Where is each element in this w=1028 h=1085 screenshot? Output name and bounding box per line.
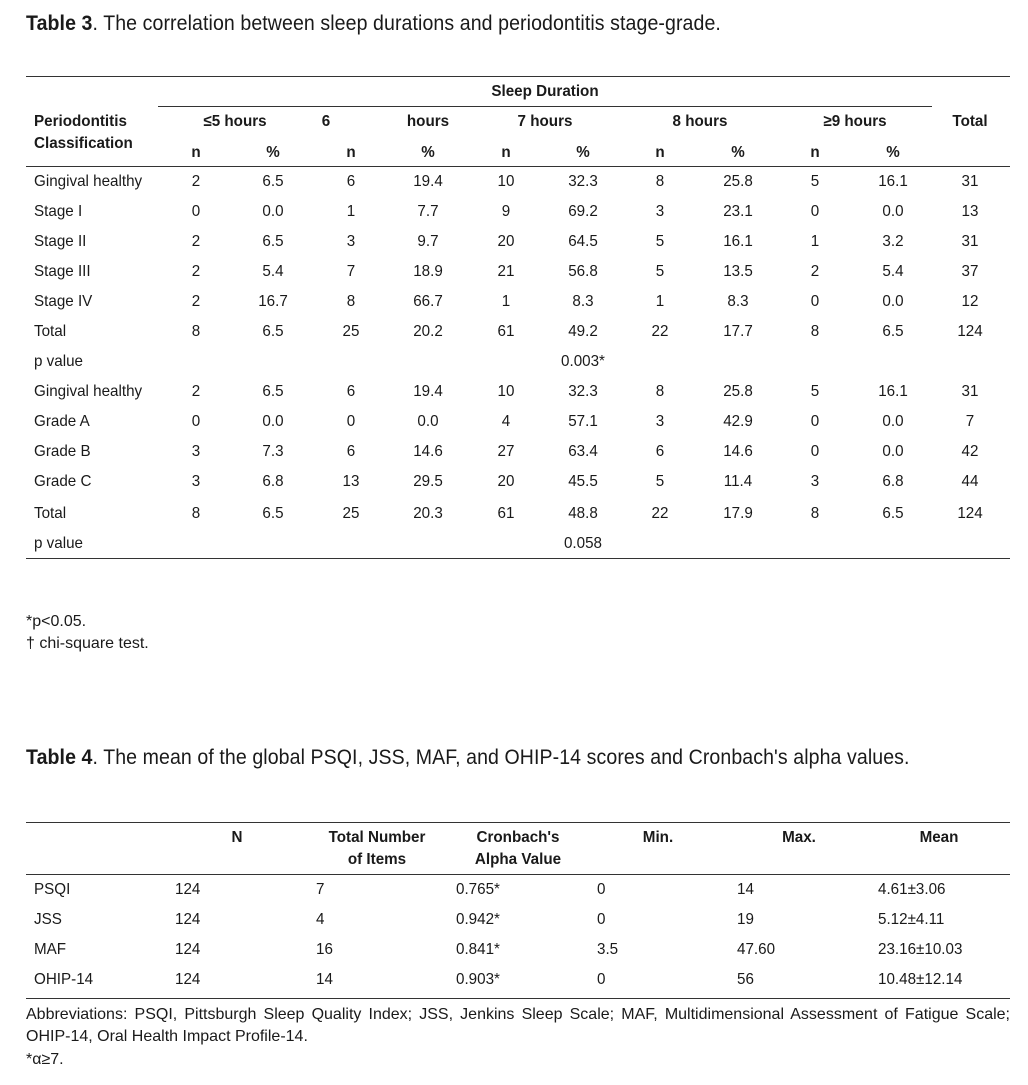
table4-cell-min: 0 bbox=[597, 971, 606, 988]
table3-subheader-n: n bbox=[810, 144, 820, 161]
table4-cell-alpha: 0.765* bbox=[456, 881, 500, 898]
table3-cell: 42.9 bbox=[723, 413, 753, 430]
table3-cell: 8 bbox=[810, 505, 820, 522]
table3-cell: 37 bbox=[961, 263, 979, 280]
table3-subheader-n: n bbox=[501, 144, 511, 161]
table4-cell-mean: 5.12±4.11 bbox=[878, 911, 945, 928]
table3-cell: 3 bbox=[655, 203, 665, 220]
table3-cell: 0.0 bbox=[882, 203, 904, 220]
table4-abbreviations: Abbreviations: PSQI, Pittsburgh Sleep Quality Index; JSS, Jenkins Sleep Scale; MAF, Multidimensional Assessment of Fatigue Scale; OHIP-14, Oral Health Impact Profile-14. bbox=[26, 1006, 1010, 1045]
table3-duration-9h: ≥9 hours bbox=[823, 113, 887, 130]
table3-pvalue: 0.003* bbox=[561, 353, 605, 370]
table3-cell: 2 bbox=[191, 233, 201, 250]
table4-cell-alpha: 0.841* bbox=[456, 941, 500, 958]
table3-cell: 8.3 bbox=[727, 293, 749, 310]
table3-duration-5h: ≤5 hours bbox=[203, 113, 267, 130]
table4-row-label: MAF bbox=[34, 941, 67, 958]
table3-group-header: Sleep Duration bbox=[491, 83, 599, 100]
table3-duration-8h: 8 hours bbox=[672, 113, 728, 130]
table3-cell: 6.5 bbox=[262, 323, 284, 340]
table3-cell: 17.9 bbox=[723, 505, 753, 522]
table3-cell: 8 bbox=[810, 323, 820, 340]
table3-cell: 2 bbox=[191, 173, 201, 190]
table3-cell: 0.0 bbox=[262, 413, 284, 430]
table3-cell: 31 bbox=[961, 383, 979, 400]
table4-header-max: Max. bbox=[782, 829, 816, 846]
table3-cell: 5 bbox=[655, 473, 665, 490]
table3-subheader-pct: % bbox=[731, 144, 745, 161]
table3-subheader-n: n bbox=[346, 144, 356, 161]
table3-rowlabel-header-2: Classification bbox=[34, 135, 133, 152]
table3-cell: 6.5 bbox=[882, 505, 904, 522]
table3-cell: 3 bbox=[655, 413, 665, 430]
table3-cell: 22 bbox=[651, 323, 669, 340]
table4-caption-text: . The mean of the global PSQI, JSS, MAF, and OHIP-14 scores and Cronbach's alpha values. bbox=[92, 746, 910, 769]
table3-top-rule bbox=[26, 76, 1010, 77]
table3-cell: 5 bbox=[810, 173, 820, 190]
table4-cell-max: 19 bbox=[737, 911, 754, 928]
table3-group-rule bbox=[158, 106, 932, 107]
table3-cell: 12 bbox=[961, 293, 979, 310]
table3-cell: 8 bbox=[191, 323, 201, 340]
table3-cell: 32.3 bbox=[568, 383, 598, 400]
table3-cell: 17.7 bbox=[723, 323, 753, 340]
table3-cell: 1 bbox=[501, 293, 511, 310]
table3-header-rule bbox=[26, 166, 1010, 167]
table4-top-rule bbox=[26, 822, 1010, 823]
table3-cell: 18.9 bbox=[413, 263, 443, 280]
table3-row-label: Grade C bbox=[34, 473, 92, 490]
table4-cell-alpha: 0.903* bbox=[456, 971, 500, 988]
table3-cell: 20 bbox=[497, 473, 515, 490]
table3-cell: 0 bbox=[191, 413, 201, 430]
table3-cell: 3 bbox=[191, 443, 201, 460]
table3-duration-6: 6 bbox=[321, 113, 331, 130]
table3-cell: 13.5 bbox=[723, 263, 753, 280]
table3-cell: 0 bbox=[191, 203, 201, 220]
table4-cell-n: 124 bbox=[175, 911, 201, 928]
table3-cell: 2 bbox=[191, 383, 201, 400]
table4-header-alpha-1: Cronbach's bbox=[476, 829, 560, 846]
table3-cell: 8 bbox=[655, 173, 665, 190]
table4-cell-max: 14 bbox=[737, 881, 754, 898]
table3-cell: 25 bbox=[342, 505, 360, 522]
table3-cell: 63.4 bbox=[568, 443, 598, 460]
table3-cell: 6 bbox=[346, 383, 356, 400]
table4-row-label: JSS bbox=[34, 911, 62, 928]
table3-cell: 20 bbox=[497, 233, 515, 250]
table3-cell: 22 bbox=[651, 505, 669, 522]
table3-cell: 3 bbox=[810, 473, 820, 490]
table3-cell: 7 bbox=[965, 413, 975, 430]
table4-header-rule bbox=[26, 874, 1010, 875]
table3-subheader-pct: % bbox=[266, 144, 280, 161]
table3-rowlabel-header-1: Periodontitis bbox=[34, 113, 127, 130]
table4-row-label: PSQI bbox=[34, 881, 71, 898]
table3-cell: 27 bbox=[497, 443, 515, 460]
table3-cell: 16.1 bbox=[878, 173, 908, 190]
table3-cell: 0.0 bbox=[882, 293, 904, 310]
table3-row-label: Total bbox=[34, 505, 67, 522]
table4-cell-items: 14 bbox=[316, 971, 333, 988]
table3-cell: 3 bbox=[191, 473, 201, 490]
table3-row-label: Gingival healthy bbox=[34, 383, 143, 400]
table3-cell: 1 bbox=[346, 203, 356, 220]
table4-header-items-2: of Items bbox=[347, 851, 407, 868]
table3-cell: 8.3 bbox=[572, 293, 594, 310]
table3-cell: 14.6 bbox=[723, 443, 753, 460]
table3-duration-hours: hours bbox=[406, 113, 450, 130]
table3-duration-7h: 7 hours bbox=[517, 113, 573, 130]
table3-cell: 16.7 bbox=[258, 293, 288, 310]
table3-cell: 5 bbox=[655, 233, 665, 250]
table3-cell: 49.2 bbox=[568, 323, 598, 340]
table3-cell: 57.1 bbox=[568, 413, 598, 430]
table3-cell: 25.8 bbox=[723, 173, 753, 190]
table4-footnote: *α≥7. bbox=[26, 1051, 64, 1068]
table3-label: Table 3 bbox=[26, 12, 93, 35]
table3-cell: 5.4 bbox=[882, 263, 904, 280]
table3-cell: 14.6 bbox=[413, 443, 443, 460]
table3-cell: 2 bbox=[810, 263, 820, 280]
table3-cell: 0.0 bbox=[882, 413, 904, 430]
table3-cell: 9.7 bbox=[417, 233, 439, 250]
table3-cell: 64.5 bbox=[568, 233, 598, 250]
table3-subheader-pct: % bbox=[421, 144, 435, 161]
table3-cell: 6.5 bbox=[262, 383, 284, 400]
table4-caption bbox=[26, 746, 910, 770]
table4-cell-min: 0 bbox=[597, 911, 606, 928]
table3-cell: 11.4 bbox=[723, 473, 753, 490]
table3-cell: 9 bbox=[501, 203, 511, 220]
table3-cell: 69.2 bbox=[568, 203, 598, 220]
table3-cell: 10 bbox=[497, 173, 515, 190]
table3-cell: 13 bbox=[342, 473, 360, 490]
table3-cell: 20.3 bbox=[413, 505, 443, 522]
table3-cell: 1 bbox=[655, 293, 665, 310]
table3-cell: 0.0 bbox=[262, 203, 284, 220]
table3-cell: 124 bbox=[957, 505, 983, 522]
table3-cell: 20.2 bbox=[413, 323, 443, 340]
table3-bottom-rule bbox=[26, 558, 1010, 559]
table4-cell-min: 3.5 bbox=[597, 941, 619, 958]
table3-cell: 10 bbox=[497, 383, 515, 400]
table3-cell: 25 bbox=[342, 323, 360, 340]
table3-cell: 6.8 bbox=[262, 473, 284, 490]
table3-cell: 23.1 bbox=[723, 203, 753, 220]
table3-cell: 16.1 bbox=[723, 233, 753, 250]
table3-cell: 21 bbox=[497, 263, 515, 280]
table3-cell: 8 bbox=[655, 383, 665, 400]
table3-cell: 6.5 bbox=[262, 505, 284, 522]
table3-cell: 8 bbox=[191, 505, 201, 522]
table4-header-mean: Mean bbox=[919, 829, 959, 846]
table3-subheader-n: n bbox=[191, 144, 201, 161]
table3-subheader-pct: % bbox=[576, 144, 590, 161]
table3-footnote-sig: *p<0.05. bbox=[26, 613, 87, 630]
table3-row-label: Stage III bbox=[34, 263, 91, 280]
table3-cell: 8 bbox=[346, 293, 356, 310]
table4-cell-n: 124 bbox=[175, 971, 201, 988]
table4-cell-max: 47.60 bbox=[737, 941, 776, 958]
table4-cell-items: 7 bbox=[316, 881, 325, 898]
table3-caption bbox=[26, 12, 721, 36]
table4-cell-min: 0 bbox=[597, 881, 606, 898]
table3-subheader-n: n bbox=[655, 144, 665, 161]
table3-cell: 61 bbox=[497, 505, 515, 522]
table3-row-label: p value bbox=[34, 353, 84, 370]
table3-cell: 0 bbox=[810, 203, 820, 220]
table4-header-min: Min. bbox=[642, 829, 674, 846]
table3-row-label: Stage IV bbox=[34, 293, 93, 310]
table4-label: Table 4 bbox=[26, 746, 93, 769]
table3-cell: 56.8 bbox=[568, 263, 598, 280]
table4-cell-max: 56 bbox=[737, 971, 754, 988]
table3-row-label: p value bbox=[34, 535, 84, 552]
table3-cell: 48.8 bbox=[568, 505, 598, 522]
table3-cell: 32.3 bbox=[568, 173, 598, 190]
table3-cell: 6.5 bbox=[262, 233, 284, 250]
table3-cell: 19.4 bbox=[413, 383, 443, 400]
table3-footnote-test: † chi-square test. bbox=[26, 635, 149, 652]
table4-header-n: N bbox=[231, 829, 243, 846]
table3-row-label: Grade A bbox=[34, 413, 90, 430]
table3-cell: 31 bbox=[961, 233, 979, 250]
table3-row-label: Total bbox=[34, 323, 67, 340]
table3-subheader-pct: % bbox=[886, 144, 900, 161]
table4-cell-mean: 4.61±3.06 bbox=[878, 881, 946, 898]
table3-cell: 124 bbox=[957, 323, 983, 340]
table3-cell: 3.2 bbox=[882, 233, 904, 250]
table4-header-items-1: Total Number bbox=[328, 829, 426, 846]
table3-cell: 0.0 bbox=[417, 413, 439, 430]
table4-cell-n: 124 bbox=[175, 941, 201, 958]
table4-cell-items: 16 bbox=[316, 941, 333, 958]
table3-cell: 29.5 bbox=[413, 473, 443, 490]
table3-cell: 16.1 bbox=[878, 383, 908, 400]
table3-cell: 7 bbox=[346, 263, 356, 280]
table3-cell: 0 bbox=[810, 413, 820, 430]
table3-cell: 31 bbox=[961, 173, 979, 190]
table3-cell: 6.5 bbox=[262, 173, 284, 190]
table3-pvalue: 0.058 bbox=[563, 535, 603, 552]
table3-cell: 2 bbox=[191, 263, 201, 280]
table3-cell: 25.8 bbox=[723, 383, 753, 400]
table3-cell: 3 bbox=[346, 233, 356, 250]
table4-cell-alpha: 0.942* bbox=[456, 911, 500, 928]
table3-cell: 0 bbox=[810, 443, 820, 460]
table3-cell: 13 bbox=[961, 203, 979, 220]
table3-cell: 61 bbox=[497, 323, 515, 340]
table3-total-header: Total bbox=[952, 113, 988, 130]
table4-cell-mean: 10.48±12.14 bbox=[878, 971, 963, 988]
table4-cell-mean: 23.16±10.03 bbox=[878, 941, 963, 958]
table3-cell: 0 bbox=[810, 293, 820, 310]
table3-cell: 66.7 bbox=[413, 293, 443, 310]
table3-cell: 42 bbox=[961, 443, 979, 460]
table3-cell: 45.5 bbox=[568, 473, 598, 490]
table4-cell-items: 4 bbox=[316, 911, 325, 928]
table3-cell: 2 bbox=[191, 293, 201, 310]
table3-cell: 6 bbox=[346, 173, 356, 190]
table3-cell: 0 bbox=[346, 413, 356, 430]
table4-header-alpha-2: Alpha Value bbox=[474, 851, 562, 868]
table3-cell: 5 bbox=[655, 263, 665, 280]
table3-row-label: Gingival healthy bbox=[34, 173, 143, 190]
table3-cell: 6 bbox=[655, 443, 665, 460]
table3-cell: 0.0 bbox=[882, 443, 904, 460]
table3-cell: 5 bbox=[810, 383, 820, 400]
table3-cell: 7.3 bbox=[262, 443, 284, 460]
table3-cell: 1 bbox=[810, 233, 820, 250]
table3-row-label: Stage I bbox=[34, 203, 83, 220]
table4-cell-n: 124 bbox=[175, 881, 201, 898]
table3-cell: 19.4 bbox=[413, 173, 443, 190]
table3-cell: 6.8 bbox=[882, 473, 904, 490]
table3-cell: 7.7 bbox=[417, 203, 439, 220]
table3-cell: 6 bbox=[346, 443, 356, 460]
table4-bottom-rule bbox=[26, 998, 1010, 999]
table3-cell: 6.5 bbox=[882, 323, 904, 340]
table4-row-label: OHIP-14 bbox=[34, 971, 94, 988]
table3-cell: 44 bbox=[961, 473, 979, 490]
table3-cell: 4 bbox=[501, 413, 511, 430]
table3-row-label: Grade B bbox=[34, 443, 91, 460]
table3-caption-text: . The correlation between sleep durations and periodontitis stage-grade. bbox=[92, 12, 721, 35]
table3-row-label: Stage II bbox=[34, 233, 87, 250]
table3-cell: 5.4 bbox=[262, 263, 284, 280]
